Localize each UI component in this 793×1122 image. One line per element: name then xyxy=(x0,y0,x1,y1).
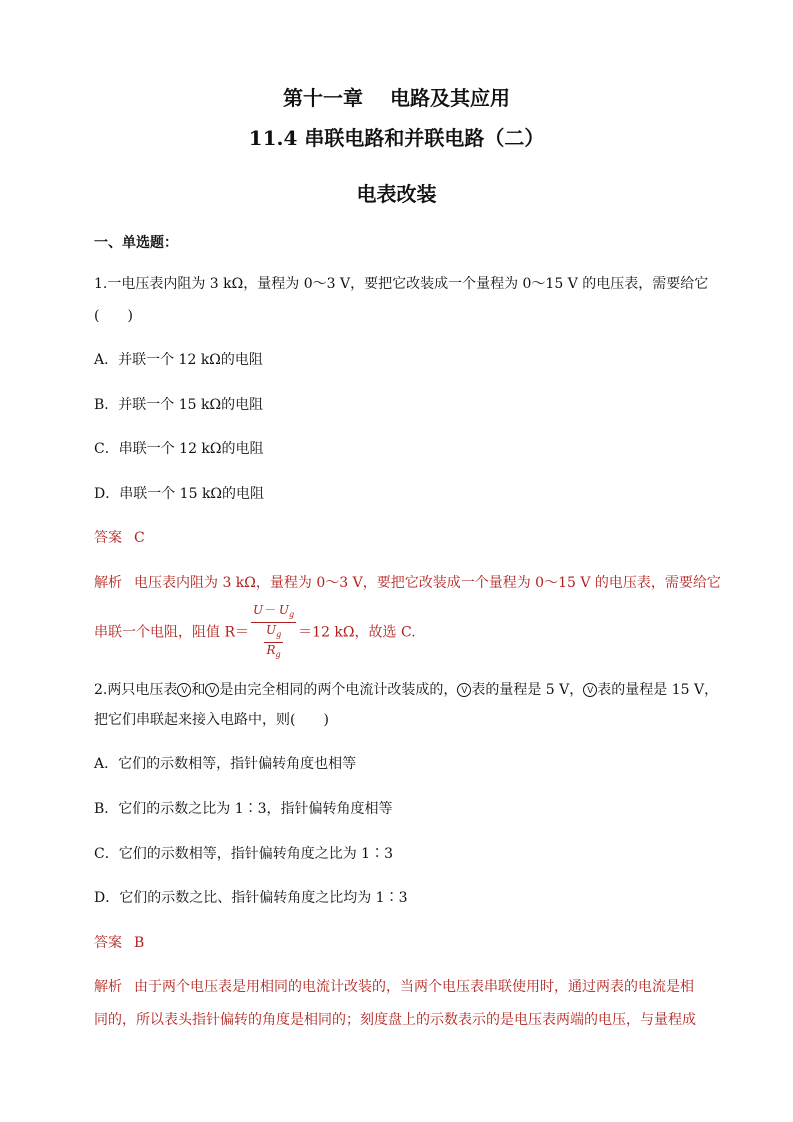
q2-analysis-line1 xyxy=(94,979,694,995)
analysis-label: 解析 xyxy=(94,575,122,591)
voltmeter-v2-icon: V xyxy=(583,683,597,697)
voltmeter-v1-icon: V xyxy=(177,683,191,697)
q1-option-c: C．串联一个 12 kΩ的电阻 xyxy=(94,441,264,457)
q1-option-a: A．并联一个 12 kΩ的电阻 xyxy=(94,352,263,368)
answer-value: C xyxy=(134,530,145,546)
analysis-label: 解析 xyxy=(94,979,122,995)
q1-analysis-line1 xyxy=(94,575,721,591)
section-title: 11.4 串联电路和并联电路（二） xyxy=(248,126,545,150)
answer-label: 答案 xyxy=(94,935,122,951)
topic-title: 电表改装 xyxy=(356,182,437,206)
analysis-line2-post: ＝12 kΩ，故选 C. xyxy=(298,624,416,641)
q1-answer xyxy=(94,530,145,546)
q2-option-a: A．它们的示数相等，指针偏转角度也相等 xyxy=(94,756,357,772)
q1-stem-line1: 1.一电压表内阻为 3 kΩ，量程为 0～3 V，要把它改装成一个量程为 0～15 V 的电压表，需要给它 xyxy=(94,276,709,292)
part-title: 一、单选题： xyxy=(94,235,178,251)
voltmeter-v2-icon: V xyxy=(205,683,219,697)
resistance-formula xyxy=(251,603,296,662)
q2-stem-line1: 2.两只电压表 V 和 V 是由完全相同的两个电流计改装成的， V 表的量程是 5 V， V 表的量程是 15 V， xyxy=(94,682,719,698)
q2-analysis-line2: 同的，所以表头指针偏转的角度是相同的；刻度盘上的示数表示的是电压表两端的电压，与量程成 xyxy=(94,1012,696,1028)
answer-value: B xyxy=(134,935,145,951)
analysis-text: 由于两个电压表是用相同的电流计改装的，当两个电压表串联使用时，通过两表的电流是相 xyxy=(134,979,694,995)
q2-option-c: C．它们的示数相等，指针偏转角度之比为 1∶3 xyxy=(94,846,393,862)
q2-option-d: D．它们的示数之比、指针偏转角度之比均为 1∶3 xyxy=(94,890,408,906)
voltmeter-v1-icon: V xyxy=(457,683,471,697)
q1-analysis-line2 xyxy=(94,603,416,659)
q1-option-d: D．串联一个 15 kΩ的电阻 xyxy=(94,486,265,502)
q2-stem-line2: 把它们串联起来接入电路中，则( ) xyxy=(94,712,329,728)
analysis-line2-pre: 串联一个电阻，阻值 R＝ xyxy=(94,624,249,641)
q1-option-b: B．并联一个 15 kΩ的电阻 xyxy=(94,397,264,413)
answer-label: 答案 xyxy=(94,530,122,546)
analysis-text: 电压表内阻为 3 kΩ，量程为 0～3 V，要把它改装成一个量程为 0～15 V 的电压表，需要给它 xyxy=(134,575,721,591)
chapter-title: 第十一章 电路及其应用 xyxy=(283,86,510,110)
formula-numerator: $U- U_g$ xyxy=(251,603,296,623)
q1-stem-line2: ( ) xyxy=(94,308,133,324)
q2-answer xyxy=(94,935,144,951)
q2-option-b: B．它们的示数之比为 1∶3，指针偏转角度相等 xyxy=(94,801,393,817)
formula-denominator: $U_g$ $R_g$ xyxy=(265,623,282,659)
